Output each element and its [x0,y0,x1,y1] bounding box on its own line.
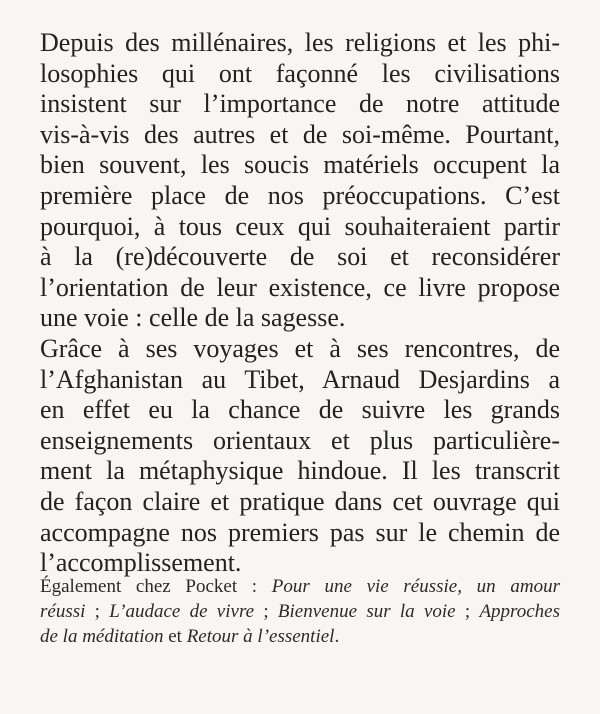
also-line [40,624,560,649]
paragraph-2 [40,334,560,579]
text-line: l’Afghanistan au Tibet, Arnaud Desjardins a [40,364,560,394]
back-cover-text [40,28,560,579]
text-line: ment la métaphysique hindoue. Il les transcrit [40,456,560,486]
separator: ; [254,601,278,622]
text-line: pourquoi, à tous ceux qui souhaiteraient partir [40,211,560,241]
separator: ; [455,601,480,622]
text-line: de façon claire et pratique dans cet ouvrage qui [40,486,560,516]
text-line: bien souvent, les soucis matériels occupent la [40,150,560,180]
text-line: l’accomplissement. [40,548,242,578]
book-title: Retour à l’essentiel [186,626,335,647]
also-intro: Également chez Pocket : [40,576,272,597]
text-line: en effet eu la chance de suivre les grands [40,395,560,425]
book-title: Approches [479,601,560,622]
text-line: insistent sur l’importance de notre attitude [40,89,560,119]
book-title: Pour une vie réussie, un amour [271,576,560,597]
text-line: losophies qui ont façonné les civilisations [40,58,560,88]
paragraph-1 [40,28,560,334]
text-line: enseignements orientaux et plus particulière- [40,425,560,455]
text-line: Depuis des millénaires, les religions et les phi- [40,28,560,57]
book-title: réussi [40,601,86,622]
text-line: une voie : celle de la sagesse. [40,303,346,333]
text-line: l’orientation de leur existence, ce livre propose [40,272,560,302]
separator: ; [85,601,110,622]
text-line: accompagne nos premiers pas sur le chemin de [40,517,560,547]
text-line: Grâce à ses voyages et à ses rencontres, de [40,333,560,363]
book-title: Bienvenue sur la voie [277,601,456,622]
period: . [334,626,340,647]
book-title: L’audace de vivre [109,601,255,622]
text-line: à la (re)découverte de soi et reconsidérer [40,242,560,272]
conjunction: et [163,626,187,647]
also-available-note [40,574,560,649]
text-line: première place de nos préoccupations. C’est [40,180,560,210]
text-line: vis-à-vis des autres et de soi-même. Pourtant, [40,119,560,149]
book-title: de la méditation [40,626,164,647]
also-line [40,574,560,599]
also-line [40,599,560,624]
